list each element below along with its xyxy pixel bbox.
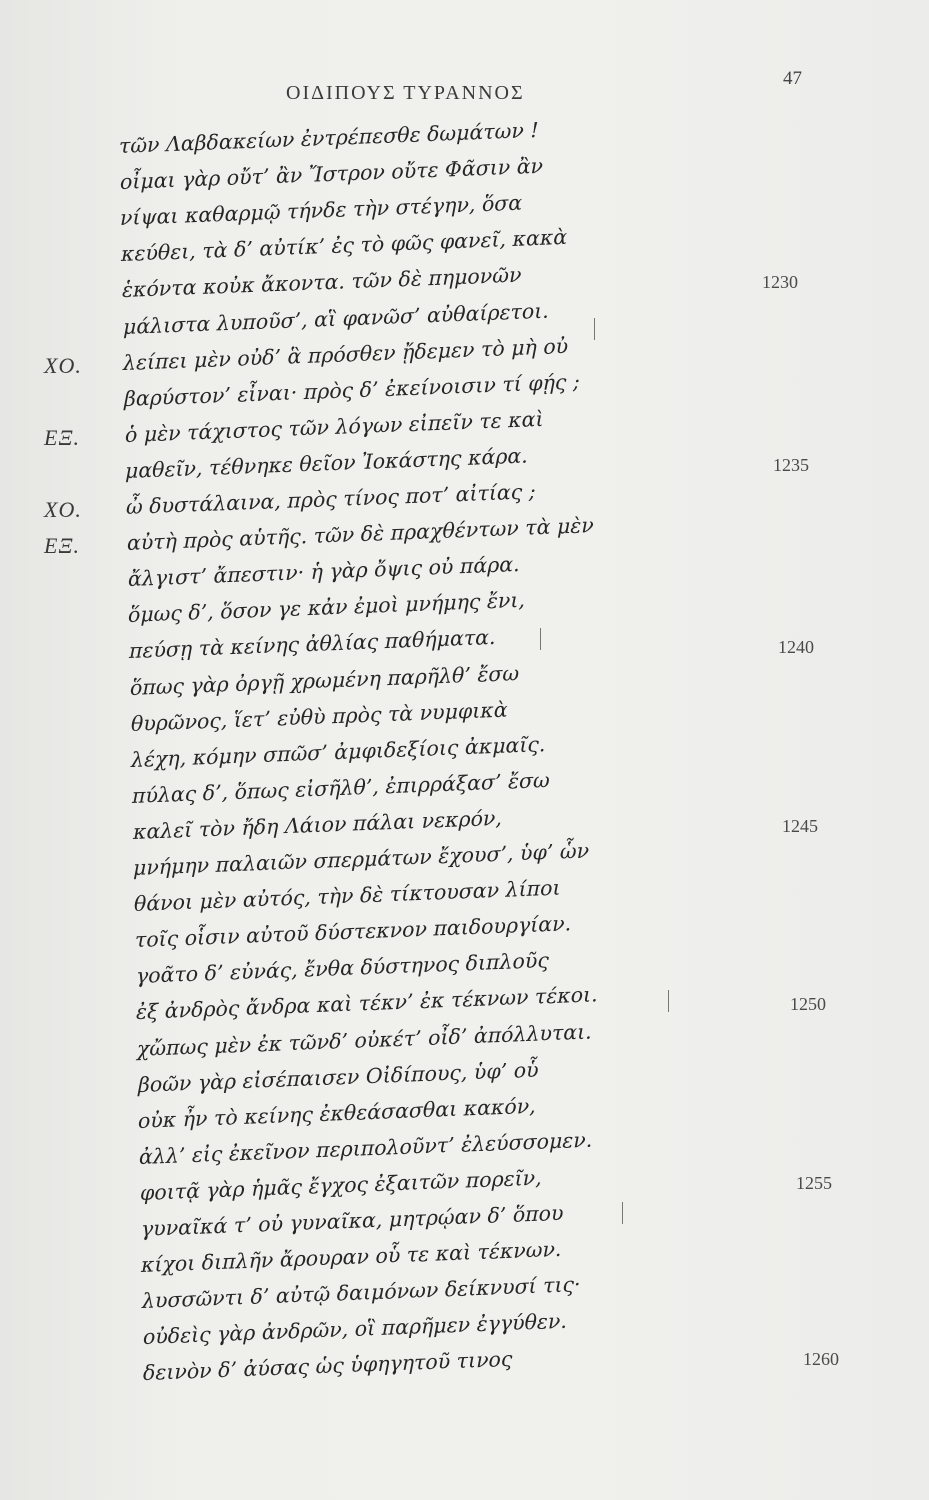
verse-text: αὐτὴ πρὸς αὑτῆς. τῶν δὲ πραχθέντων τὰ μὲν <box>126 513 594 556</box>
verse-text: δεινὸν δ’ ἀύσας ὡς ὑφηγητοῦ τινος <box>143 1347 513 1386</box>
verse-text: τῶν Λαβδακείων ἐντρέπεσθε δωμάτων ! <box>119 117 539 158</box>
line-number: 1235 <box>773 454 809 475</box>
verse-text: θάνοι μὲν αὐτός, τὴν δὲ τίκτουσαν λίποι <box>134 875 561 917</box>
verse-text: ὁ μὲν τάχιστος τῶν λόγων εἰπεῖν τε καὶ <box>124 406 544 447</box>
verse-text: βοῶν γὰρ εἰσέπαισεν Οἰδίπους, ὑφ’ οὗ <box>137 1057 539 1097</box>
verse-line <box>0 1347 929 1399</box>
verse-text: πεύσῃ τὰ κείνης ἀθλίας παθήματα. <box>129 625 496 664</box>
section-mark <box>668 990 669 1012</box>
verse-text: μάλιστα λυποῦσ’, αἳ φανῶσ’ αὐθαίρετοι. <box>122 298 549 339</box>
page-number: 47 <box>783 68 802 89</box>
speaker-label: ΧΟ. <box>44 352 82 378</box>
speaker-label: ΕΞ. <box>44 424 80 450</box>
section-mark <box>540 628 541 650</box>
line-number: 1245 <box>782 815 818 836</box>
verse-text: θυρῶνος, ἵετ’ εὐθὺ πρὸς τὰ νυμφικὰ <box>130 697 508 736</box>
verse-text: ἄλγιστ’ ἄπεστιν· ἡ γὰρ ὄψις οὐ πάρα. <box>127 552 520 592</box>
speaker-label: ΧΟ. <box>44 497 82 522</box>
line-number: 1255 <box>796 1172 832 1193</box>
section-mark <box>594 318 595 340</box>
verse-text: οἶμαι γὰρ οὔτ’ ἂν Ἴστρον οὔτε Φᾶσιν ἂν <box>119 153 543 195</box>
verse-text: γοᾶτο δ’ εὐνάς, ἔνθα δύστηνος διπλοῦς <box>135 948 549 989</box>
verse-text: ὦ δυστάλαινα, πρὸς τίνος ποτ’ αἰτίας ; <box>126 479 536 519</box>
line-number: 1240 <box>778 637 814 658</box>
verse-text: οὐδεὶς γὰρ ἀνδρῶν, οἳ παρῆμεν ἐγγύθεν. <box>142 1309 567 1350</box>
verse-text: ἀλλ’ εἰς ἐκεῖνον περιπολοῦντ’ ἐλεύσσομεν. <box>139 1127 593 1169</box>
verse-text: οὐκ ἦν τὸ κείνης ἐκθεάσασθαι κακόν, <box>138 1093 537 1133</box>
line-number: 1260 <box>803 1349 839 1370</box>
verse-text: κίχοι διπλῆν ἄρουραν οὗ τε καὶ τέκνων. <box>141 1236 562 1278</box>
verse-text: μαθεῖν, τέθνηκε θεῖον Ἰοκάστης κάρα. <box>125 443 529 483</box>
verse-text: ὅμως δ’, ὅσον γε κἀν ἐμοὶ μνήμης ἔνι, <box>128 588 526 628</box>
verse-text: νίψαι καθαρμῷ τήνδε τὴν στέγην, ὅσα <box>120 190 523 231</box>
verse-text: κεύθει, τὰ δ’ αὐτίκ’ ἐς τὸ φῶς φανεῖ, κακὰ <box>121 225 568 267</box>
verse-text: τοῖς οἷσιν αὐτοῦ δύστεκνον παιδουργίαν. <box>134 911 571 953</box>
verse-text: φοιτᾷ γὰρ ἡμᾶς ἔγχος ἐξαιτῶν πορεῖν, <box>139 1165 542 1205</box>
verse-text: μνήμην παλαιῶν σπερμάτων ἔχουσ’, ὑφ’ ὧν <box>133 838 590 880</box>
verse-text: λείπει μὲν οὐδ’ ἃ πρόσθεν ᾔδεμεν τὸ μὴ οὐ <box>123 333 569 375</box>
running-head-title: ΟΙΔΙΠΟΥΣ ΤΥΡΑΝΝΟΣ <box>286 82 525 104</box>
verse-text: γυναῖκά τ’ οὐ γυναῖκα, μητρῴαν δ’ ὅπου <box>140 1200 564 1241</box>
verse-text: καλεῖ τὸν ἤδη Λάιον πάλαι νεκρόν, <box>132 805 502 844</box>
line-number: 1250 <box>790 994 826 1015</box>
verse-text: λυσσῶντι δ’ αὐτῷ δαιμόνων δείκνυσί τις· <box>142 1272 581 1314</box>
verse-text: λέχη, κόμην σπῶσ’ ἀμφιδεξίοις ἀκμαῖς. <box>131 731 546 772</box>
section-mark <box>622 1202 623 1224</box>
verse-text: ἑκόντα κοὐκ ἄκοντα. τῶν δὲ πημονῶν <box>121 263 522 303</box>
verse-text: πύλας δ’, ὅπως εἰσῆλθ’, ἐπιρράξασ’ ἔσω <box>131 767 550 808</box>
verse-text: ὅπως γὰρ ὀργῇ χρωμένη παρῆλθ’ ἔσω <box>129 660 519 700</box>
verse-text: ἐξ ἀνδρὸς ἄνδρα καὶ τέκν’ ἐκ τέκνων τέκοι. <box>136 982 598 1025</box>
line-number: 1230 <box>762 272 798 293</box>
verse-text: χὤπως μὲν ἐκ τῶνδ’ οὐκέτ’ οἶδ’ ἀπόλλυται. <box>137 1019 592 1061</box>
verse-text: βαρύστον’ εἶναι· πρὸς δ’ ἐκείνοισιν τί φῄς ; <box>124 369 580 411</box>
speaker-label: ΕΞ. <box>44 533 80 559</box>
